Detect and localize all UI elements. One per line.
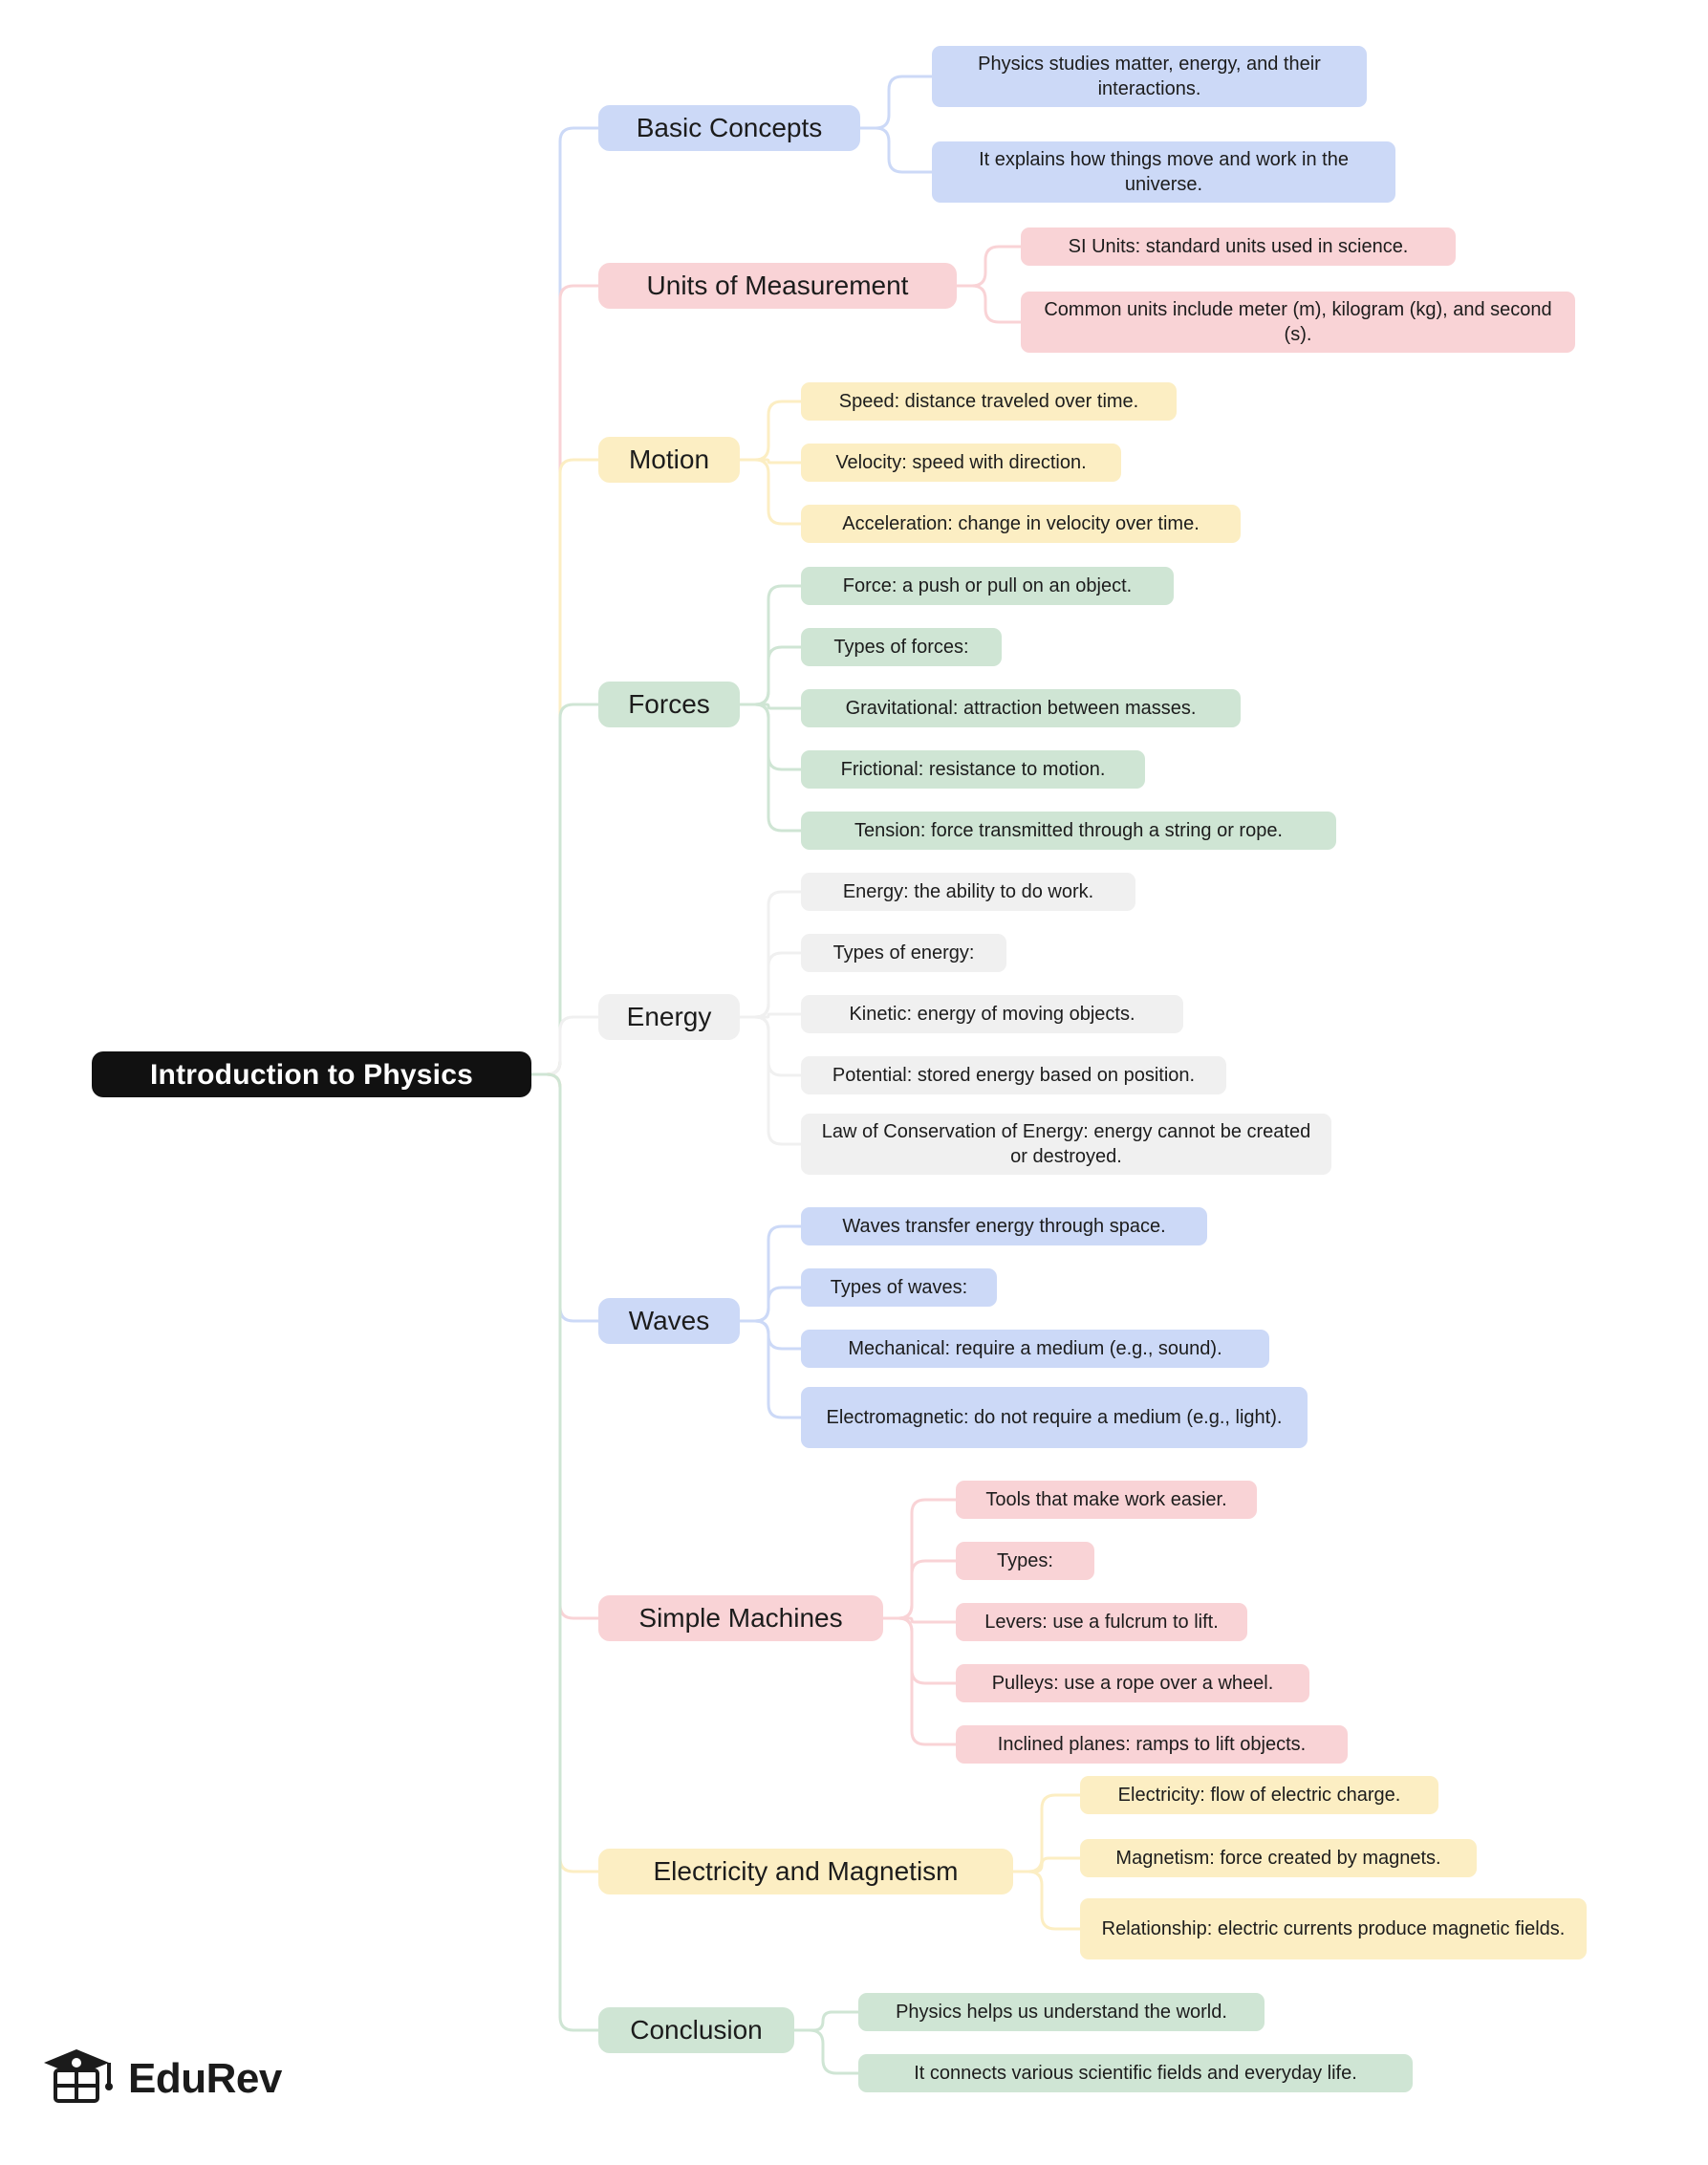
leaf-label: Physics helps us understand the world. xyxy=(896,2002,1227,2023)
brand-name: EduRev xyxy=(128,2055,282,2102)
branch-label: Conclusion xyxy=(630,2014,763,2045)
leaf-label: Energy: the ability to do work. xyxy=(842,881,1094,902)
leaf-node[interactable] xyxy=(1080,1898,1587,1959)
leaf-label: Acceleration: change in velocity over time. xyxy=(842,513,1200,534)
leaf-node[interactable] xyxy=(801,444,1121,482)
leaf-label: Electricity: flow of electric charge. xyxy=(1117,1785,1401,1806)
leaf-label: Tension: force transmitted through a string or rope. xyxy=(854,820,1283,841)
leaf-label: Inclined planes: ramps to lift objects. xyxy=(997,1734,1307,1755)
leaf-node[interactable] xyxy=(956,1603,1247,1641)
leaf-label: Waves transfer energy through space. xyxy=(842,1216,1166,1237)
leaf-label: Speed: distance traveled over time. xyxy=(838,391,1139,412)
leaf-label: Relationship: electric currents produce magnetic fields. xyxy=(1101,1918,1566,1939)
leaf-node[interactable] xyxy=(1021,227,1456,266)
branch-label: Electricity and Magnetism xyxy=(653,1855,959,1886)
leaf-label: Gravitational: attraction between masses. xyxy=(845,698,1197,719)
leaf-node[interactable] xyxy=(801,382,1177,421)
leaf-node[interactable] xyxy=(956,1542,1094,1580)
leaf-node[interactable] xyxy=(1080,1839,1477,1877)
leaf-label: Pulleys: use a rope over a wheel. xyxy=(991,1673,1274,1694)
branch-label: Waves xyxy=(628,1305,710,1335)
branch-label: Energy xyxy=(626,1001,712,1031)
leaf-node[interactable] xyxy=(956,1481,1257,1519)
leaf-label: Types of waves: xyxy=(830,1277,968,1298)
leaf-node[interactable] xyxy=(801,628,1002,666)
graduation-cap-icon xyxy=(38,2044,115,2115)
branch-node-waves[interactable] xyxy=(598,1298,740,1344)
leaf-label: Force: a push or pull on an object. xyxy=(842,575,1133,596)
leaf-node[interactable] xyxy=(801,1207,1207,1245)
branch-label: Motion xyxy=(628,444,710,474)
branch-node-motion[interactable] xyxy=(598,437,740,483)
leaf-label: Physics studies matter, energy, and their interactions. xyxy=(978,54,1321,99)
leaf-label: Types of energy: xyxy=(832,942,975,963)
leaf-label: Types: xyxy=(997,1550,1053,1571)
branch-node-energy[interactable] xyxy=(598,994,740,1040)
leaf-label: Potential: stored energy based on position. xyxy=(832,1065,1196,1086)
branch-label: Basic Concepts xyxy=(636,112,823,142)
leaf-label: Tools that make work easier. xyxy=(985,1489,1227,1510)
leaf-label: Magnetism: force created by magnets. xyxy=(1115,1848,1441,1869)
branch-node-units-of-measurement[interactable] xyxy=(598,263,957,309)
root-node[interactable] xyxy=(92,1051,531,1097)
leaf-node[interactable] xyxy=(858,1993,1265,2031)
leaf-node[interactable] xyxy=(956,1725,1348,1764)
leaf-label: Law of Conservation of Energy: energy cannot be created or destroyed. xyxy=(821,1121,1311,1167)
branch-label: Simple Machines xyxy=(638,1602,843,1633)
leaf-node[interactable] xyxy=(1080,1776,1438,1814)
branch-node-simple-machines[interactable] xyxy=(598,1595,883,1641)
leaf-node[interactable] xyxy=(858,2054,1413,2092)
branch-label: Units of Measurement xyxy=(646,270,909,300)
branch-node-electricity-and-magnetism[interactable] xyxy=(598,1849,1013,1894)
leaf-label: Electromagnetic: do not require a medium (e.g., light). xyxy=(826,1407,1283,1428)
leaf-node[interactable] xyxy=(801,995,1183,1033)
leaf-label: It connects various scientific fields and everyday life. xyxy=(914,2063,1357,2084)
leaf-node[interactable] xyxy=(801,1056,1226,1094)
leaf-label: SI Units: standard units used in science. xyxy=(1068,236,1409,257)
leaf-label: Velocity: speed with direction. xyxy=(835,452,1087,473)
leaf-label: It explains how things move and work in the universe. xyxy=(979,149,1349,195)
leaf-node[interactable] xyxy=(1021,292,1575,353)
leaf-label: Levers: use a fulcrum to lift. xyxy=(984,1612,1219,1633)
leaf-node[interactable] xyxy=(932,46,1367,107)
leaf-label: Kinetic: energy of moving objects. xyxy=(849,1004,1135,1025)
leaf-node[interactable] xyxy=(801,750,1145,789)
leaf-label: Types of forces: xyxy=(833,637,969,658)
leaf-node[interactable] xyxy=(801,934,1006,972)
leaf-node[interactable] xyxy=(801,873,1135,911)
root-node-label: Introduction to Physics xyxy=(150,1058,473,1091)
leaf-label: Mechanical: require a medium (e.g., sound). xyxy=(848,1338,1222,1359)
branch-node-forces[interactable] xyxy=(598,682,740,727)
leaf-label: Common units include meter (m), kilogram (kg), and second (s). xyxy=(1044,299,1552,345)
leaf-node[interactable] xyxy=(956,1664,1309,1702)
leaf-node[interactable] xyxy=(801,567,1174,605)
leaf-node[interactable] xyxy=(801,1268,997,1307)
leaf-node[interactable] xyxy=(801,1330,1269,1368)
branch-node-conclusion[interactable] xyxy=(598,2007,794,2053)
leaf-node[interactable] xyxy=(932,141,1395,203)
branch-node-basic-concepts[interactable] xyxy=(598,105,860,151)
leaf-node[interactable] xyxy=(801,1387,1308,1448)
leaf-node[interactable] xyxy=(801,812,1336,850)
brand-logo xyxy=(38,2026,315,2132)
leaf-node[interactable] xyxy=(801,689,1241,727)
branch-label: Forces xyxy=(628,688,710,719)
leaf-label: Frictional: resistance to motion. xyxy=(840,759,1106,780)
leaf-node[interactable] xyxy=(801,1114,1331,1175)
leaf-node[interactable] xyxy=(801,505,1241,543)
